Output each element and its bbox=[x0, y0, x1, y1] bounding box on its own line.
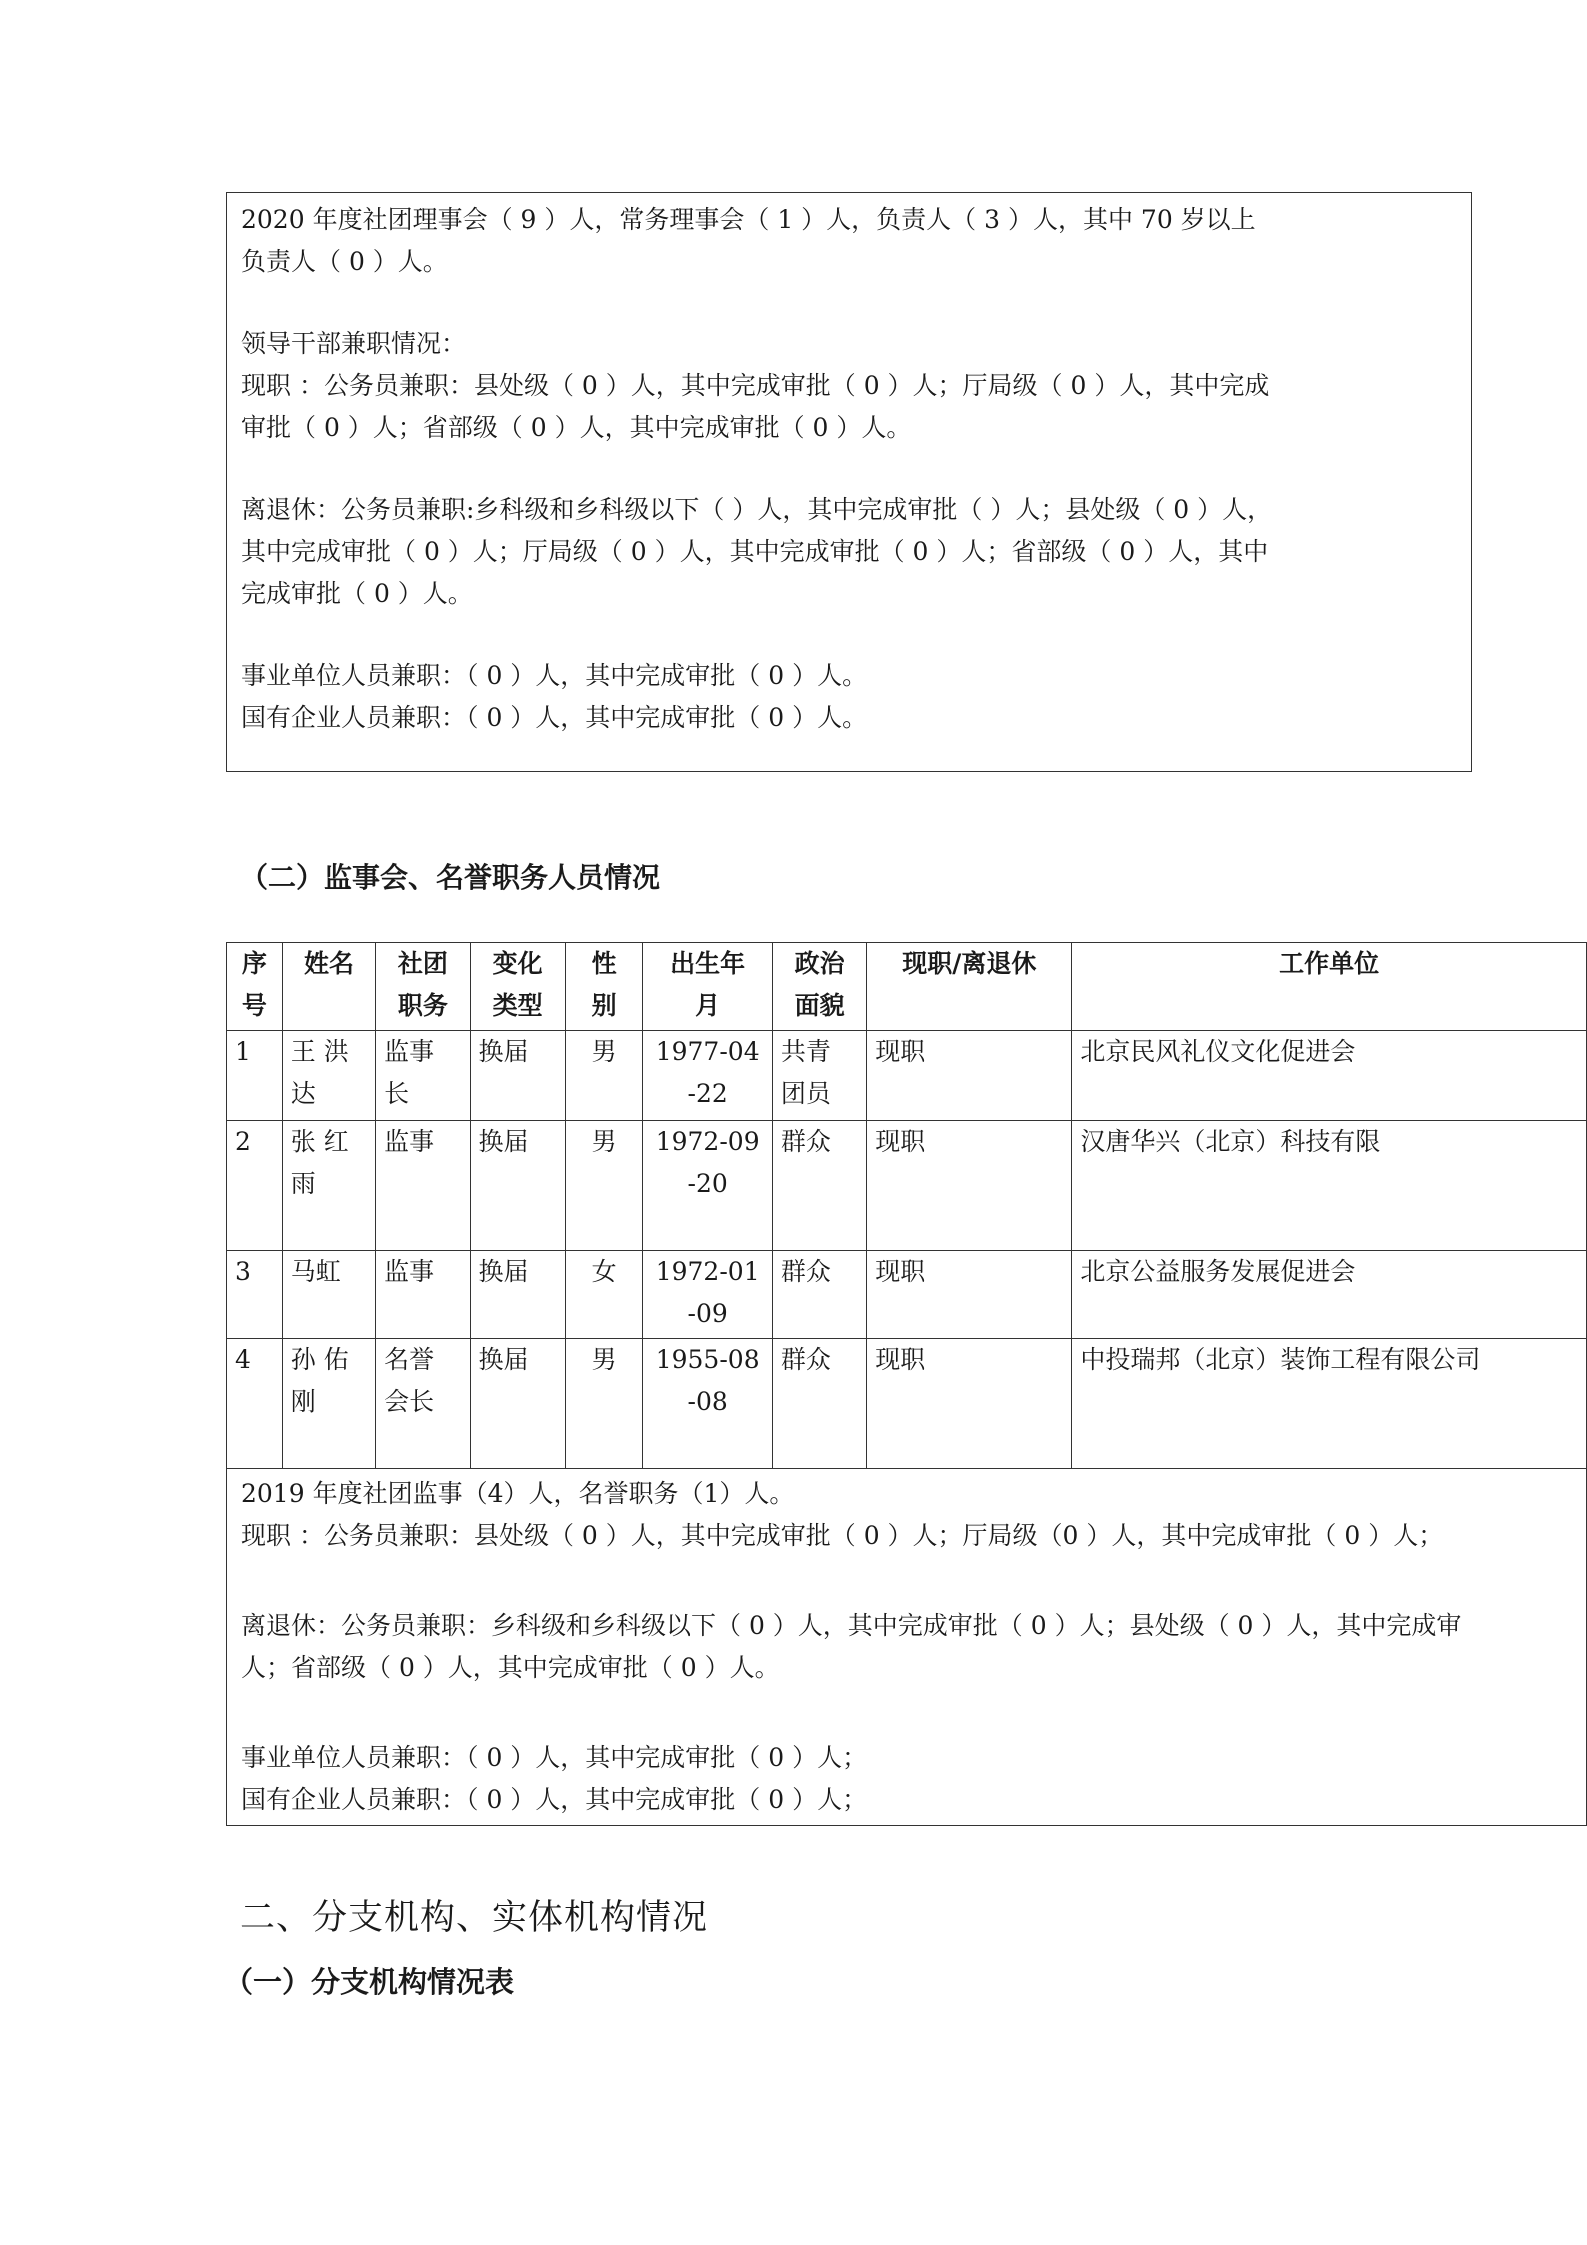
column-header bbox=[282, 943, 375, 1031]
cell-no: 3 bbox=[227, 1251, 283, 1339]
cell-role-text: 监事 bbox=[384, 1037, 435, 1066]
cell-no: 1 bbox=[227, 1031, 283, 1121]
cell-political-text: 群众 bbox=[780, 1127, 831, 1156]
cell-name-text: 达 bbox=[290, 1079, 316, 1108]
cell-birth bbox=[643, 1121, 773, 1251]
cell-name bbox=[282, 1031, 375, 1121]
cell-birth bbox=[643, 1031, 773, 1121]
council-line: 其中完成审批（ 0 ）人；厅局级（ 0 ）人，其中完成审批（ 0 ）人；省部级（ 0 ）人，其中 bbox=[241, 537, 1269, 566]
summary-line: 现职 ：公务员兼职：县处级（ 0 ）人，其中完成审批（ 0 ）人；厅局级（0 ）人，其中完成审批（ 0 ）人； bbox=[241, 1521, 1444, 1550]
cell-role bbox=[376, 1339, 470, 1469]
column-header-text: 序 bbox=[241, 949, 267, 978]
column-header bbox=[376, 943, 470, 1031]
cell-status: 现职 bbox=[867, 1121, 1072, 1251]
cell-political bbox=[772, 1251, 866, 1339]
cell-birth-text: 1955-08 bbox=[655, 1345, 760, 1374]
council-line: 国有企业人员兼职：（ 0 ）人，其中完成审批（ 0 ）人。 bbox=[241, 703, 868, 732]
subsection-heading-branch-table: （一）分支机构情况表 bbox=[224, 1965, 515, 1999]
cell-work-unit: 汉唐华兴（北京）科技有限 bbox=[1072, 1121, 1587, 1251]
cell-birth-text: -20 bbox=[687, 1169, 728, 1198]
cell-gender: 男 bbox=[565, 1031, 643, 1121]
summary-line: 事业单位人员兼职：（ 0 ）人，其中完成审批（ 0 ）人； bbox=[241, 1743, 868, 1772]
cell-name-text: 张 红 bbox=[290, 1127, 349, 1156]
cell-no: 4 bbox=[227, 1339, 283, 1469]
cell-political-text: 群众 bbox=[780, 1257, 831, 1286]
cell-name bbox=[282, 1251, 375, 1339]
cell-change-type: 换届 bbox=[470, 1251, 565, 1339]
summary-line: 2019 年度社团监事（4）人，名誉职务（1）人。 bbox=[241, 1479, 795, 1508]
cell-work-unit: 北京公益服务发展促进会 bbox=[1072, 1251, 1587, 1339]
council-line: 审批（ 0 ）人；省部级（ 0 ）人，其中完成审批（ 0 ）人。 bbox=[241, 413, 912, 442]
cell-role-text: 名誉 bbox=[384, 1345, 435, 1374]
column-header bbox=[643, 943, 773, 1031]
table-row bbox=[227, 1121, 1587, 1251]
council-line: 负责人（ 0 ）人。 bbox=[241, 247, 448, 276]
cell-political bbox=[772, 1339, 866, 1469]
cell-work-unit: 中投瑞邦（北京）装饰工程有限公司 bbox=[1072, 1339, 1587, 1469]
column-header bbox=[772, 943, 866, 1031]
column-header-text: 职务 bbox=[397, 991, 448, 1020]
council-line: 2020 年度社团理事会（ 9 ）人，常务理事会（ 1 ）人，负责人（ 3 ）人，其中 70 岁以上 bbox=[241, 205, 1256, 234]
section-title: （二）监事会、名誉职务人员情况 bbox=[240, 861, 661, 894]
council-line: 事业单位人员兼职：（ 0 ）人，其中完成审批（ 0 ）人。 bbox=[241, 661, 868, 690]
cell-role bbox=[376, 1031, 470, 1121]
cell-birth-text: -09 bbox=[687, 1299, 728, 1328]
column-header bbox=[470, 943, 565, 1031]
column-header-text: 工作单位 bbox=[1279, 949, 1380, 978]
cell-birth-text: -08 bbox=[687, 1387, 728, 1416]
column-header-text: 类型 bbox=[492, 991, 543, 1020]
council-line: 完成审批（ 0 ）人。 bbox=[241, 579, 473, 608]
summary-line: 国有企业人员兼职：（ 0 ）人，其中完成审批（ 0 ）人； bbox=[241, 1785, 868, 1814]
council-summary-box bbox=[226, 192, 1472, 772]
column-header-text: 变化 bbox=[492, 949, 543, 978]
column-header-text: 姓名 bbox=[303, 949, 354, 978]
cell-name-text: 刚 bbox=[290, 1387, 316, 1416]
section-heading-branches: 二、分支机构、实体机构情况 bbox=[240, 1898, 709, 1938]
cell-name-text: 王 洪 bbox=[290, 1037, 349, 1066]
summary-row bbox=[227, 1469, 1587, 1826]
cell-role bbox=[376, 1121, 470, 1251]
cell-role-text: 长 bbox=[384, 1079, 410, 1108]
cell-role-text: 监事 bbox=[384, 1257, 435, 1286]
cell-political bbox=[772, 1121, 866, 1251]
cell-role-text: 会长 bbox=[384, 1387, 435, 1416]
cell-change-type: 换届 bbox=[470, 1121, 565, 1251]
column-header bbox=[1072, 943, 1587, 1031]
cell-gender: 女 bbox=[565, 1251, 643, 1339]
column-header-text: 政治 bbox=[794, 949, 845, 978]
table-header-row bbox=[227, 943, 1587, 1031]
table-row bbox=[227, 1251, 1587, 1339]
table-row bbox=[227, 1339, 1587, 1469]
column-header-text: 面貌 bbox=[794, 991, 845, 1020]
cell-gender: 男 bbox=[565, 1121, 643, 1251]
cell-birth-text: 1977-04 bbox=[655, 1037, 760, 1066]
cell-birth-text: 1972-01 bbox=[655, 1257, 760, 1286]
cell-political-text: 团员 bbox=[780, 1079, 831, 1108]
cell-status: 现职 bbox=[867, 1251, 1072, 1339]
cell-status: 现职 bbox=[867, 1031, 1072, 1121]
column-header bbox=[867, 943, 1072, 1031]
supervisor-table bbox=[226, 942, 1587, 1826]
cell-work-unit: 北京民风礼仪文化促进会 bbox=[1072, 1031, 1587, 1121]
cell-birth-text: -22 bbox=[687, 1079, 728, 1108]
cell-name-text: 马虹 bbox=[290, 1257, 341, 1286]
cell-change-type: 换届 bbox=[470, 1031, 565, 1121]
column-header-text: 月 bbox=[695, 991, 721, 1020]
council-line: 离退休：公务员兼职:乡科级和乡科级以下（ ）人，其中完成审批（ ）人；县处级（ 0 ）人， bbox=[241, 495, 1273, 524]
column-header-text: 现职/离退休 bbox=[902, 949, 1037, 978]
summary-line: 人；省部级（ 0 ）人，其中完成审批（ 0 ）人。 bbox=[241, 1653, 780, 1682]
cell-name-text: 雨 bbox=[290, 1169, 316, 1198]
cell-name-text: 孙 佑 bbox=[290, 1345, 349, 1374]
summary-cell bbox=[227, 1469, 1587, 1826]
council-line: 现职 ：公务员兼职：县处级（ 0 ）人，其中完成审批（ 0 ）人；厅局级（ 0 ）人，其中完成 bbox=[241, 371, 1270, 400]
cell-role-text: 监事 bbox=[384, 1127, 435, 1156]
column-header-text: 别 bbox=[591, 991, 617, 1020]
part-time-heading: 领导干部兼职情况： bbox=[241, 329, 467, 358]
cell-name bbox=[282, 1339, 375, 1469]
column-header-text: 性 bbox=[591, 949, 617, 978]
column-header-text: 出生年 bbox=[670, 949, 746, 978]
cell-status: 现职 bbox=[867, 1339, 1072, 1469]
table-row bbox=[227, 1031, 1587, 1121]
summary-line: 离退休：公务员兼职：乡科级和乡科级以下（ 0 ）人，其中完成审批（ 0 ）人；县处级（ 0 ）人，其中完成审 bbox=[241, 1611, 1462, 1640]
cell-change-type: 换届 bbox=[470, 1339, 565, 1469]
cell-birth bbox=[643, 1339, 773, 1469]
cell-political bbox=[772, 1031, 866, 1121]
cell-political-text: 群众 bbox=[780, 1345, 831, 1374]
column-header-text: 号 bbox=[241, 991, 267, 1020]
cell-birth bbox=[643, 1251, 773, 1339]
cell-role bbox=[376, 1251, 470, 1339]
column-header bbox=[565, 943, 643, 1031]
column-header-text: 社团 bbox=[397, 949, 448, 978]
cell-political-text: 共青 bbox=[780, 1037, 831, 1066]
cell-no: 2 bbox=[227, 1121, 283, 1251]
column-header bbox=[227, 943, 283, 1031]
cell-gender: 男 bbox=[565, 1339, 643, 1469]
cell-name bbox=[282, 1121, 375, 1251]
cell-birth-text: 1972-09 bbox=[655, 1127, 760, 1156]
